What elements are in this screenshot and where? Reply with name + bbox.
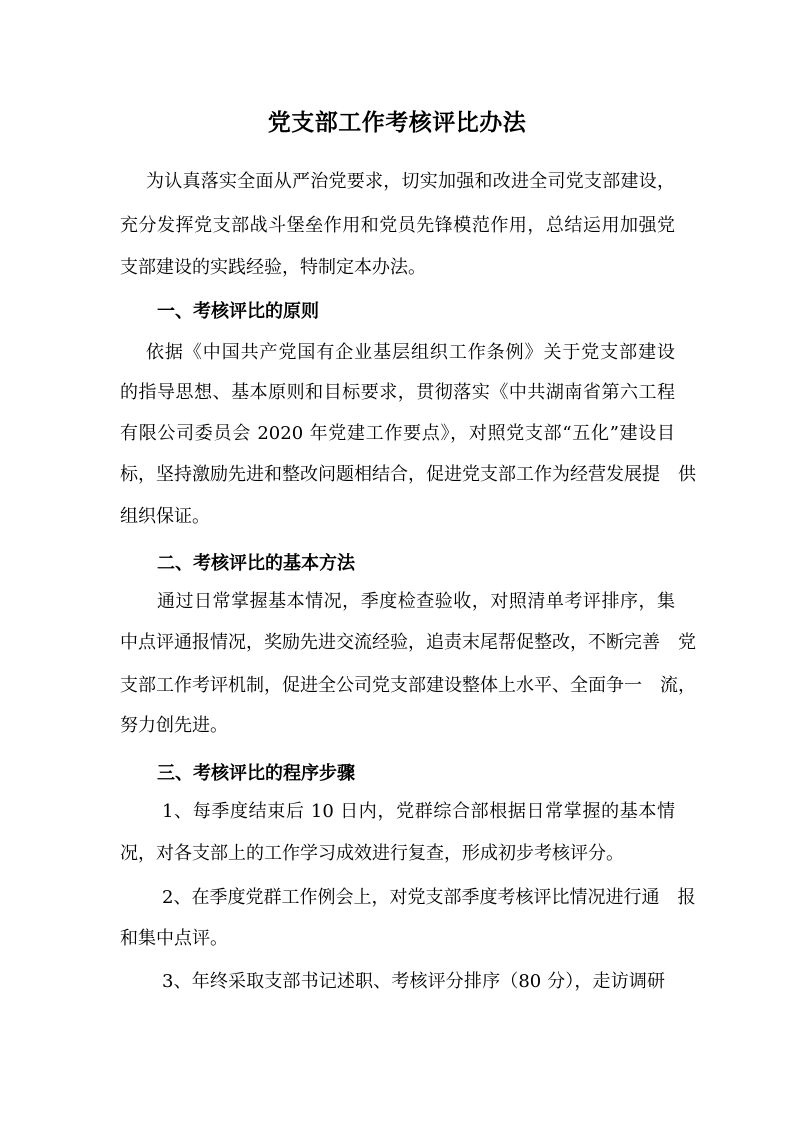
methods-line-3: 支部工作考评机制，促进全公司党支部建设整体上水平、全面争一 流， <box>120 675 696 696</box>
methods-line-1: 通过日常掌握基本情况，季度检查验收，对照清单考评排序，集 <box>157 591 675 612</box>
section-heading-principles: 一、考核评比的原则 <box>157 301 319 322</box>
section-heading-methods: 二、考核评比的基本方法 <box>157 553 355 574</box>
procedure-item-2-line-1: 2、在季度党群工作例会上，对党支部季度考核评比情况进行通 报 <box>162 887 696 908</box>
section-heading-procedure: 三、考核评比的程序步骤 <box>157 763 355 784</box>
intro-line-1: 为认真落实全面从严治党要求，切实加强和改进全司党支部建设， <box>146 171 675 192</box>
principles-line-3: 有限公司委员会 2020 年党建工作要点》，对照党支部“五化”建设目 <box>120 423 675 444</box>
procedure-item-3-line-1: 3、年终采取支部书记述职、考核评分排序（80 分），走访调研 <box>162 971 665 992</box>
principles-line-5: 组织保证。 <box>120 506 210 527</box>
principles-line-2: 的指导思想、基本原则和目标要求，贯彻落实《中共湖南省第六工程 <box>120 382 675 403</box>
principles-line-4: 标，坚持激励先进和整改问题相结合，促进党支部工作为经营发展提 供 <box>120 464 696 485</box>
intro-line-2: 充分发挥党支部战斗堡垒作用和党员先锋模范作用，总结运用加强党 <box>120 215 675 236</box>
methods-line-2: 中点评通报情况，奖励先进交流经验，追责末尾帮促整改，不断完善 党 <box>120 632 696 653</box>
methods-line-4: 努力创先进。 <box>120 715 228 736</box>
procedure-item-1-line-2: 况，对各支部上的工作学习成效进行复查，形成初步考核评分。 <box>120 843 624 864</box>
procedure-item-1-line-1: 1、每季度结束后 10 日内，党群综合部根据日常掌握的基本情 <box>162 801 675 822</box>
procedure-item-2-line-2: 和集中点评。 <box>120 928 228 949</box>
principles-line-1: 依据《中国共产党国有企业基层组织工作条例》关于党支部建设 <box>146 342 675 363</box>
intro-line-3: 支部建设的实践经验，特制定本办法。 <box>120 257 426 278</box>
document-title: 党支部工作考核评比办法 <box>267 110 527 136</box>
